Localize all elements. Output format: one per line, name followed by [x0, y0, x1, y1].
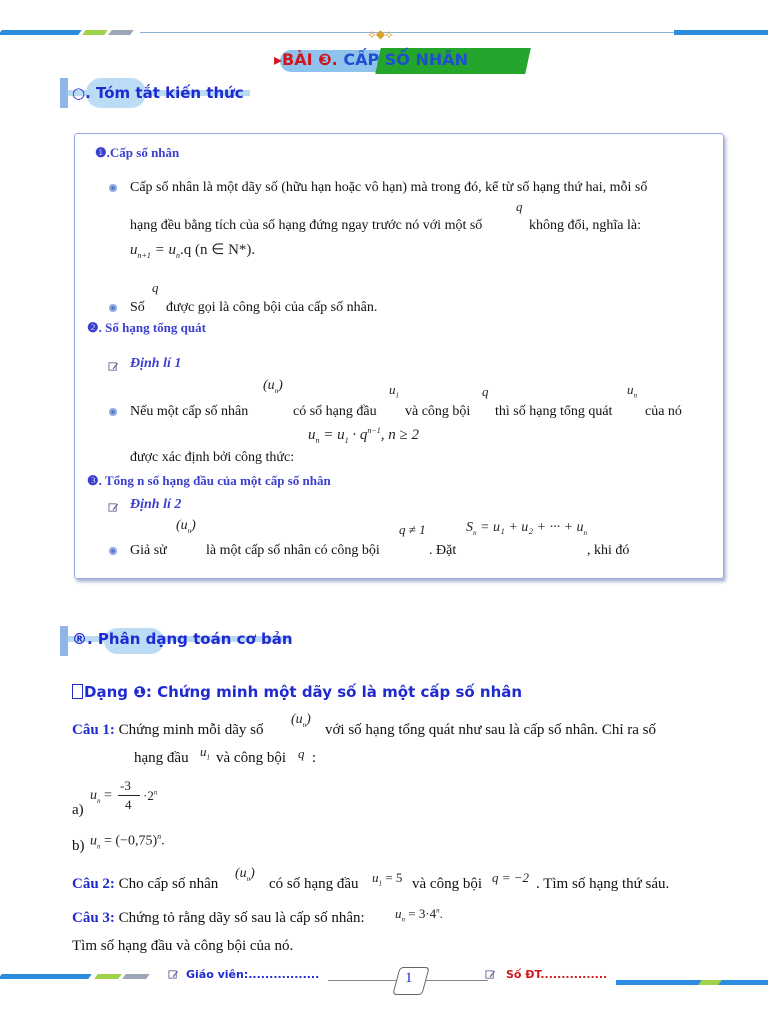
- question-1-label: Câu 1:: [72, 722, 115, 738]
- q1-part-a-formula: $u_n$ = -3 4 $\cdot 2^n$: [90, 778, 158, 812]
- pencil-icon: [108, 502, 119, 513]
- th1-u1: $u_1$: [389, 382, 399, 400]
- box-heading-3: ❸. Tổng n số hạng đầu của một cấp số nhân: [87, 473, 331, 488]
- q1-un: $(u_n)$: [291, 712, 311, 729]
- th1-text-f: được xác định bởi công thức:: [130, 450, 295, 465]
- th2-text-b: là một cấp số nhân có công bội: [206, 543, 380, 558]
- ratio-q-symbol: q: [152, 280, 159, 295]
- th1-formula: $u_n = u_1 \cdot q^{n-1}$, n ≥ 2: [308, 426, 420, 445]
- section-heading-types: [60, 624, 293, 658]
- q2-q: q = −2: [492, 870, 530, 885]
- q1-part-b-formula: $u_n = (-0,75)^n$.: [90, 832, 165, 851]
- footer-teacher: Giáo viên:.................: [186, 968, 320, 981]
- th1-un: $(u_n)$: [263, 378, 283, 395]
- th1-text-e: của nó: [645, 404, 682, 419]
- q1-part-a-label: a): [72, 802, 84, 818]
- top-decor-bar: [0, 27, 768, 41]
- question-3: Câu 3: Chứng tỏ rằng dãy số sau là cấp số nhân: $u_n = 3\cdot 4^n$. Tìm số hạng đầu và công bội của nó.: [72, 906, 443, 954]
- checkbox-icon: [72, 684, 83, 699]
- ratio-text-b: được gọi là công bội của cấp số nhân.: [166, 300, 378, 315]
- box-heading-2: ❷. Số hạng tổng quát: [87, 320, 206, 335]
- footer: [0, 962, 768, 992]
- pencil-icon: [168, 969, 179, 980]
- question-2: Câu 2: Cho cấp số nhân $(u_n)$ có số hạng đầu $u_1 = 5$ và công bội q = −2 . Tìm số hạng thứ sáu.: [72, 866, 670, 892]
- ratio-text-a: Số: [130, 300, 145, 315]
- pencil-icon: [108, 361, 119, 372]
- theorem-1-label: Định lí 1: [130, 356, 182, 371]
- th1-text-b: có số hạng đầu: [293, 404, 377, 419]
- section-title-summary: ○. Tóm tắt kiến thức: [72, 84, 244, 102]
- th1-text-c: và công bội: [405, 404, 471, 419]
- q1-u1: $u_1$: [200, 744, 210, 762]
- question-1: Câu 1: Chứng minh mỗi dãy số $(u_n)$ với số hạng tổng quát như sau là cấp số nhân. Chỉ ra số hạng đầu $u_1$ và công bội q :: [72, 712, 657, 766]
- ornament-icon: ⟡◆⟡: [368, 27, 394, 41]
- def-formula: $u_{n+1} = u_n.q$ (n ∈ N*).: [130, 242, 256, 260]
- def-q-symbol: q: [516, 199, 523, 214]
- th2-text-a: Giả sử: [130, 543, 167, 558]
- lesson-title-banner: [270, 48, 530, 74]
- q2-u1: $u_1 = 5$: [372, 870, 403, 888]
- q2-un: $(u_n)$: [235, 866, 255, 883]
- q1-part-b-label: b): [72, 838, 85, 854]
- bullet-icon: [109, 304, 117, 312]
- th1-text-d: thì số hạng tổng quát: [495, 404, 613, 419]
- pencil-icon: [485, 969, 496, 980]
- theorem-2-label: Định lí 2: [130, 497, 182, 512]
- def-line-2b: không đổi, nghĩa là:: [529, 218, 641, 233]
- q1-q: q: [298, 746, 305, 761]
- th1-q: q: [482, 384, 489, 399]
- q3-formula: $u_n = 3\cdot 4^n$.: [395, 906, 443, 924]
- section-heading-summary: [60, 76, 250, 110]
- bullet-icon: [109, 408, 117, 416]
- def-line-2a: hạng đều bằng tích của số hạng đứng ngay trước nó với một số: [130, 218, 483, 233]
- type-1-heading: Dạng ❶: Chứng minh một dãy số là một cấp số nhân: [72, 683, 522, 701]
- footer-phone: Số ĐT................: [506, 968, 608, 981]
- lesson-prefix: ▸BÀI ❸.: [274, 50, 338, 69]
- question-2-label: Câu 2:: [72, 876, 115, 892]
- th2-text-d: , khi đó: [587, 543, 630, 558]
- th2-sn: $S_n = u_1 + u_2$ + ··· + $u_n$: [466, 520, 588, 537]
- th2-un: $(u_n)$: [176, 518, 196, 535]
- th1-un-term: $u_n$: [627, 382, 637, 400]
- question-3-label: Câu 3:: [72, 910, 115, 926]
- th1-text-a: Nếu một cấp số nhân: [130, 404, 249, 419]
- th2-q-ne-1: q ≠ 1: [399, 522, 426, 537]
- th2-text-c: . Đặt: [429, 543, 457, 558]
- box-heading-1: ❶.Cấp số nhân: [95, 145, 180, 160]
- page-number: 1: [405, 970, 413, 986]
- def-line-1: Cấp số nhân là một dãy số (hữu hạn hoặc vô hạn) mà trong đó, kể từ số hạng thứ hai, mỗi số: [130, 180, 648, 195]
- lesson-title: CẤP SỐ NHÂN: [337, 50, 469, 69]
- bullet-icon: [109, 184, 117, 192]
- section-title-types: ®. Phân dạng toán cơ bản: [72, 630, 293, 648]
- bullet-icon: [109, 547, 117, 555]
